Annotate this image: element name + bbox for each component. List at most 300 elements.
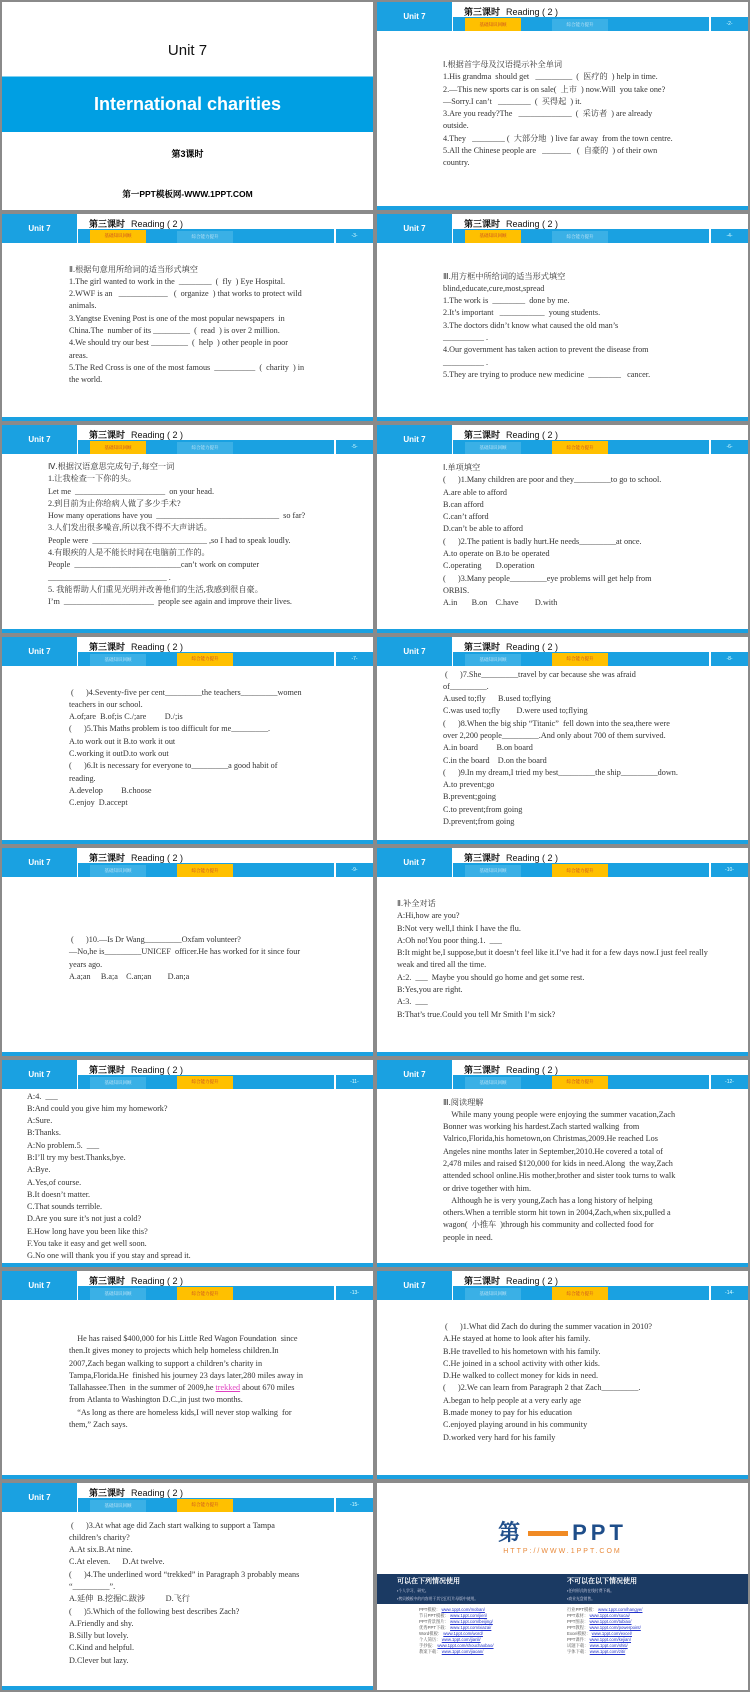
slide-content	[443, 669, 678, 829]
tab-ability-improve[interactable]: 综合能力提升	[552, 653, 608, 666]
text-line: ( )4.Seventy-five per cent_________the teachers_________women	[69, 687, 302, 697]
text-line: B:Thanks.	[27, 1128, 61, 1138]
text-line: A:4. ___	[27, 1091, 58, 1101]
text-line: 2.It’s important ___________ young students.	[443, 308, 601, 318]
text-line: C.in the board D.on the board	[443, 755, 547, 765]
can-use-section: 可以在下列情况使用 ▪个人学习、研究。 ▪拷贝模板中的内容用于其它幻灯片母版中使用。	[397, 1577, 479, 1601]
text-line: blind,educate,cure,most,spread	[443, 283, 545, 293]
text-line: D.Are you sure it’s not just a cold?	[27, 1214, 142, 1224]
text-line: A.a;an B.a;a C.an;an D.an;a	[69, 971, 190, 981]
slide-header	[2, 214, 373, 243]
text-line: —No,he is_________UNICEF officer.He has worked for it since four	[69, 947, 301, 957]
text-line: C.to prevent;from going	[443, 804, 523, 814]
text-line: C.At eleven. D.At twelve.	[69, 1557, 165, 1567]
section-title: Reading ( 2 )	[506, 218, 559, 229]
lesson-number: 第三课时	[464, 853, 501, 863]
text-line: A.to operate on B.to be operated	[443, 549, 550, 559]
unit-label: Unit 7	[377, 214, 452, 243]
unit-label: Unit 7	[377, 425, 452, 454]
tab-basic-review[interactable]: 基础知识回顾	[90, 865, 146, 877]
slide-15	[0, 1481, 375, 1692]
page-number: -6-	[726, 444, 733, 450]
slide-header	[377, 1060, 748, 1089]
tab-ability-improve[interactable]: 综合能力提升	[177, 442, 233, 454]
slide-11	[0, 1058, 375, 1270]
text-line: 3.Yangtse Evening Post is one of the most popular newspapers in	[69, 313, 285, 323]
text-line: ( )1.What did Zach do during the summer vacation in 2010?	[443, 1322, 652, 1331]
usage-band	[377, 1574, 748, 1604]
text-line: “_________”.	[69, 1581, 116, 1591]
text-line: A.延伸 B.挖掘C.跋涉 D.飞行	[69, 1594, 190, 1604]
text-line: 4.有眼疾的人是不能长时间在电脑前工作的。	[48, 548, 210, 558]
text-line: 3.人们发出很多噪音,所以我不得不大声讲话。	[48, 523, 212, 533]
text-line: A:No problem.5. ___	[27, 1140, 100, 1150]
text-line: 3.Are you ready?The _____________ ( 采访者 ) are already	[443, 109, 653, 119]
tab-basic-review[interactable]: 基础知识回顾	[90, 1500, 146, 1512]
tab-bar	[78, 1075, 373, 1089]
tab-bar	[78, 440, 373, 454]
text-line: A:3. ___	[397, 997, 428, 1007]
page-number: -13-	[350, 1290, 359, 1296]
footer-bar	[377, 840, 748, 844]
text-line: years ago.	[69, 959, 103, 969]
slide-end	[375, 1481, 750, 1692]
text-line: Valrico,Florida,his hometown,on Christmas,2009.He reached Los	[443, 1134, 658, 1144]
text-line: ( )7.She_________travel by car because she was afraid	[443, 669, 636, 679]
lesson-number: 第三课时	[464, 1276, 501, 1286]
page-number: -12-	[725, 1078, 734, 1085]
unit-label: Unit 7	[2, 1271, 77, 1300]
tab-basic-review[interactable]: 基础知识回顾	[465, 1288, 521, 1300]
footer-bar	[377, 417, 748, 421]
slide-header	[2, 1271, 373, 1300]
text-line: How many operations have you ______________________________ so far?	[48, 511, 306, 521]
text-line: “As long as there are homeless kids,I will never stop walking for	[69, 1407, 292, 1417]
link-row	[567, 1649, 642, 1655]
text-line: ( )3.At what age did Zach start walking to support a Tampa	[69, 1520, 275, 1530]
tab-ability-improve[interactable]: 综合能力提升	[552, 231, 608, 243]
cover-site: 第一PPT模板网-WWW.1PPT.COM	[122, 189, 253, 199]
text-line: them,” Zach says.	[69, 1420, 128, 1430]
text-line: 4.We should try our best _________ ( help ) other people in poor	[69, 338, 288, 348]
page-number: -10-	[725, 867, 734, 873]
slide-header	[377, 425, 748, 454]
page-number: -14-	[725, 1290, 734, 1296]
text-line: or drive together with him.	[443, 1183, 531, 1193]
unit-label: Unit 7	[377, 848, 452, 877]
tab-basic-review[interactable]: 基础知识回顾	[90, 654, 146, 666]
page-number: -11-	[350, 1078, 359, 1085]
text-line: ( )2.We can learn from Paragraph 2 that Zach_________.	[443, 1383, 641, 1393]
link-label: Excel模板：	[567, 1630, 592, 1636]
tab-bar	[453, 863, 748, 877]
footer-bar	[377, 629, 748, 633]
link-label: 试题下载：	[567, 1642, 590, 1648]
footer-bar	[377, 1263, 748, 1267]
slide-content	[48, 461, 305, 609]
text-line: people in need.	[443, 1232, 493, 1242]
text-line: A.Yes,of course.	[27, 1177, 82, 1187]
text-line: 1.让我检查一下你的头。	[48, 474, 137, 484]
tab-basic-review[interactable]: 基础知识回顾	[90, 1077, 146, 1089]
tab-basic-review[interactable]: 基础知识回顾	[465, 230, 521, 243]
text-line: Tampa,Florida.He finished his journey 23 days later,280 miles away in	[69, 1370, 303, 1380]
slide-content	[443, 1097, 675, 1245]
tab-ability-improve[interactable]: 综合能力提升	[177, 653, 233, 666]
text-line: B.He travelled to his hometown with his family.	[443, 1346, 601, 1356]
link-url[interactable]: www.1ppt.com/shiti/	[589, 1642, 628, 1648]
footer-bar	[377, 206, 748, 210]
page-number: -3-	[351, 232, 358, 239]
slide-content	[443, 59, 673, 170]
text-line: A.in board B.on board	[443, 743, 533, 753]
link-label: 个人简历：	[419, 1636, 442, 1642]
link-url[interactable]: www.1ppt.com/jiaoan/	[441, 1648, 484, 1654]
unit-label: Unit 7	[377, 2, 452, 31]
text-line: ( )9.In my dream,I tried my best_________the ship_________down.	[443, 767, 678, 777]
tab-ability-improve[interactable]: 综合能力提升	[552, 441, 608, 454]
tab-ability-improve[interactable]: 综合能力提升	[177, 231, 233, 243]
footer-bar	[2, 417, 373, 421]
text-line: F.You take it easy and get well soon.	[27, 1239, 147, 1249]
tab-ability-improve[interactable]: 综合能力提升	[177, 1076, 233, 1089]
slide-header	[377, 214, 748, 243]
text-line: —Sorry.I can’t ________ ( 买得起 ) it.	[443, 96, 582, 106]
slide-content	[69, 1333, 303, 1431]
text-line: 2.—This new sports car is on sale( 上市 ) now.Will you take one?	[443, 84, 666, 94]
tab-ability-improve[interactable]: 综合能力提升	[177, 1499, 233, 1512]
link-url[interactable]: www.1ppt.com/jieri/	[450, 1612, 488, 1618]
link-url[interactable]: www.1ppt.com/powerpoint/	[589, 1624, 641, 1630]
slide-content	[27, 1091, 191, 1263]
section-title: Reading ( 2 )	[506, 1276, 559, 1286]
lesson-number: 第三课时	[464, 641, 501, 652]
text-line: B:It might be,I suppose,but it doesn’t feel like it.I’ve had it for a few days now.I just feel really	[397, 948, 708, 958]
tab-bar	[453, 652, 748, 666]
text-line: People __________________________can’t work on computer	[48, 560, 260, 570]
text-line: People were ____________________________ ,so I had to speak loudly.	[48, 535, 291, 545]
tab-bar	[453, 1286, 748, 1300]
text-line: 1.His grandma should get _________ ( 医疗的 ) help in time.	[443, 72, 658, 82]
text-line: C.enjoy D.accept	[69, 798, 128, 808]
text-line: B.can afford	[443, 499, 484, 509]
section-title: Reading ( 2 )	[131, 1064, 184, 1075]
slide-header	[2, 1483, 373, 1512]
link-url[interactable]: www.1ppt.com/hangye/	[598, 1606, 643, 1612]
text-line: ( )6.It is necessary for everyone to_________a good habit of	[69, 761, 278, 771]
text-line: _____________________________ .	[48, 572, 171, 582]
slide-5	[0, 423, 375, 635]
lesson-number: 第三课时	[464, 430, 501, 440]
slide-6	[375, 423, 750, 635]
footer-bar	[2, 1052, 373, 1056]
text-line: A.develop B.choose	[69, 785, 152, 795]
tab-basic-review[interactable]: 基础知识回顾	[90, 441, 146, 454]
tab-bar	[453, 1075, 748, 1089]
footer-bar	[2, 840, 373, 844]
text-line: Let me ______________________ on your head.	[48, 486, 215, 496]
tab-basic-review[interactable]: 基础知识回顾	[465, 442, 521, 454]
footer-bar	[2, 629, 373, 633]
link-label: 字体下载：	[567, 1648, 590, 1654]
text-line: ( )8.When the big ship “Titanic” fell down into the sea,there were	[443, 718, 670, 728]
text-line: While many young people were enjoying the summer vacation,Zach	[443, 1109, 676, 1119]
text-line: then.It gives money to projects which help homeless children.In	[69, 1346, 279, 1356]
lesson-number: 第三课时	[89, 1487, 126, 1498]
slide-content	[69, 934, 300, 983]
section-title: Reading ( 2 )	[131, 641, 184, 652]
tab-ability-improve[interactable]: 综合能力提升	[552, 19, 608, 31]
section-title: Reading ( 2 )	[506, 7, 559, 17]
text-line: He has raised $400,000 for his Little Red Wagon Foundation since	[69, 1334, 298, 1343]
section-title: Reading ( 2 )	[131, 218, 184, 229]
unit-label: Unit 7	[2, 848, 77, 877]
link-url[interactable]: www.1ppt.com/tubiao/	[589, 1618, 632, 1624]
text-line: A.Friendly and shy.	[69, 1618, 134, 1628]
slide-header	[377, 848, 748, 877]
link-url[interactable]: www.1ppt.com/sucai/	[589, 1612, 630, 1618]
text-line: 5.The Red Cross is one of the most famous __________ ( charity ) in	[69, 362, 305, 372]
logo-url: HTTP://WWW.1PPT.COM	[503, 1547, 622, 1555]
lesson-number: 第三课时	[89, 853, 126, 863]
text-line: Ⅰ.单项填空	[443, 463, 481, 472]
tab-basic-review[interactable]: 基础知识回顾	[465, 1077, 521, 1089]
text-line: A.to work out it B.to work it out	[69, 736, 176, 746]
tab-bar	[78, 1498, 373, 1512]
text-line: of_________.	[443, 681, 489, 691]
tab-basic-review[interactable]: 基础知识回顾	[465, 654, 521, 666]
text-line: D.Clever but lazy.	[69, 1655, 129, 1665]
text-line: C.Kind and helpful.	[69, 1643, 135, 1653]
tab-bar	[453, 229, 748, 243]
text-line: Although he is very young,Zach has a long history of helping	[443, 1195, 653, 1205]
text-line: ORBIS.	[443, 585, 470, 595]
link-url[interactable]: www.1ppt.com/jianli/	[441, 1636, 481, 1642]
text-line: ( )10.—Is Dr Wang_________Oxfam volunteer?	[69, 935, 241, 944]
text-line: others.When a terrible storm hit town in 2004,Zach,when six,pulled a	[443, 1208, 671, 1218]
text-line: Ⅱ.根据句意用所给词的适当形式填空	[69, 264, 198, 274]
tab-bar	[78, 229, 373, 243]
link-url[interactable]: www.1ppt.com/beijing/	[450, 1618, 493, 1624]
link-url[interactable]: www.1ppt.com/shouchaobao/	[437, 1642, 494, 1648]
text-line: wagon( 小推车 )through his community and collected food for	[443, 1220, 654, 1230]
text-line: 1.The girl wanted to work in the ________ ( fly ) Eye Hospital.	[69, 276, 286, 286]
text-line: 1.The work is ________ done by me.	[443, 296, 570, 306]
text-line: C.operating D.operation	[443, 561, 535, 571]
section-title: Reading ( 2 )	[131, 1276, 184, 1286]
text-line: Ⅲ.阅读理解	[443, 1097, 484, 1107]
tab-ability-improve[interactable]: 综合能力提升	[552, 1076, 608, 1089]
section-title: Reading ( 2 )	[131, 430, 184, 440]
text-line: teachers in our school.	[69, 699, 143, 709]
tab-ability-improve[interactable]: 综合能力提升	[552, 864, 608, 877]
slide-header	[377, 1271, 748, 1300]
text-line: Ⅰ.根据首字母及汉语提示补全单词	[443, 60, 563, 69]
text-line: D.worked very hard for his family	[443, 1432, 556, 1442]
link-label: PPT教程：	[567, 1624, 590, 1630]
footer-bar	[2, 1263, 373, 1267]
link-label: PPT课件：	[567, 1636, 590, 1642]
section-title: Reading ( 2 )	[506, 430, 559, 440]
tab-basic-review[interactable]: 基础知识回顾	[90, 1288, 146, 1300]
text-line: ( )3.Many people_________eye problems will get help from	[443, 573, 652, 583]
tab-bar	[78, 863, 373, 877]
text-line: C.enjoyed playing around in his community	[443, 1420, 588, 1430]
text-line: 4.They ________ ( 大部分地 ) live far away from the town centre.	[443, 133, 673, 143]
text-line: 5. 我能帮助人们重见光明并改善他们的生活,我感到很自豪。	[48, 584, 263, 594]
link-label: PPT模板：	[419, 1606, 442, 1612]
text-line: C.He joined in a school activity with other kids.	[443, 1358, 600, 1368]
text-line: from Atlanta to Washington D.C.,in just two months.	[69, 1395, 243, 1405]
lesson-number: 第三课时	[464, 7, 501, 17]
text-line: A.are able to afford	[443, 487, 507, 497]
text-line: the world.	[69, 375, 103, 385]
unit-label: Unit 7	[2, 1060, 77, 1089]
page-number: -15-	[350, 1501, 359, 1508]
footer-bar	[2, 1686, 373, 1690]
text-line: B.prevent;going	[443, 792, 496, 802]
slide-content	[397, 898, 708, 1021]
section-title: Reading ( 2 )	[506, 853, 559, 863]
text-line: 5.All the Chinese people are _______ ( 自豪的 ) of their own	[443, 146, 658, 156]
text-line: A:Oh no!You poor thing.1. ___	[397, 935, 502, 945]
section-title: Reading ( 2 )	[131, 1487, 184, 1498]
text-line: B.made money to pay for his education	[443, 1408, 572, 1418]
link-label: PPT素材：	[567, 1612, 590, 1618]
text-line: 2,478 miles and raised $120,000 for kids in need.Along the way,Zach	[443, 1158, 673, 1168]
page-number: -8-	[726, 655, 733, 662]
text-line: Ⅱ.补全对话	[397, 899, 436, 908]
unit-label: Unit 7	[2, 1483, 77, 1512]
text-line: A.At six.B.At nine.	[69, 1545, 133, 1555]
slide-header	[377, 2, 748, 31]
text-line: Ⅲ.用方框中所给词的适当形式填空	[443, 271, 566, 281]
lesson-number: 第三课时	[89, 1276, 126, 1286]
text-line: reading.	[69, 773, 96, 783]
page-number: -5-	[351, 444, 358, 450]
underlined-word: trekked	[215, 1383, 241, 1393]
slide-content	[443, 271, 650, 382]
text-line: C.working it outD.to work out	[69, 748, 169, 758]
text-line: ( )5.Which of the following best describes Zach?	[69, 1606, 240, 1616]
link-url[interactable]: www.1ppt.com/word/	[443, 1630, 483, 1636]
slide-header	[2, 1060, 373, 1089]
tab-ability-improve[interactable]: 综合能力提升	[552, 1287, 608, 1300]
link-label: 手抄报：	[419, 1642, 438, 1648]
section-title: Reading ( 2 )	[506, 641, 559, 652]
link-url[interactable]: www.1ppt.com/ziti/	[589, 1648, 626, 1654]
text-line: C.can’t afford	[443, 512, 489, 522]
text-line: over 2,200 people_________.And only about 700 of them survived.	[443, 730, 666, 740]
slide-7	[0, 635, 375, 847]
text-line: outside.	[443, 121, 469, 131]
text-line: ( )4.The underlined word “trekked” in Paragraph 3 probably means	[69, 1569, 300, 1579]
text-line: A:Hi,how are you?	[397, 911, 460, 921]
text-line: D.He walked to collect money for kids in need.	[443, 1371, 599, 1381]
tab-bar	[78, 652, 373, 666]
text-line: I’m ______________________ people see again and improve their lives.	[48, 597, 292, 607]
unit-label: Unit 7	[377, 1060, 452, 1089]
text-line: Ⅳ.根据汉语意思完成句子,每空一词	[48, 462, 175, 471]
text-line: D.can’t be able to afford	[443, 524, 523, 534]
text-line: ( )1.Many children are poor and they_________to go to school.	[443, 475, 662, 485]
text-line: A:2. ___ Maybe you should go home and get some rest.	[397, 972, 585, 982]
text-line: ( )2.The patient is badly hurt.He needs_________at once.	[443, 536, 642, 546]
slide-9	[0, 846, 375, 1058]
text-line: C.That sounds terrible.	[27, 1202, 103, 1212]
slide-header	[377, 637, 748, 666]
section-title: Reading ( 2 )	[506, 1064, 559, 1075]
tab-ability-improve[interactable]: 综合能力提升	[177, 864, 233, 877]
text-line: 2007,Zach began walking to support a children’s charity in	[69, 1358, 263, 1368]
text-line: 5.They are trying to produce new medicine ________ cancer.	[443, 369, 651, 379]
page-number: -4-	[726, 232, 733, 239]
link-url[interactable]: www.1ppt.com/moban/	[441, 1606, 485, 1612]
page-number: -7-	[351, 655, 358, 662]
unit-label: Unit 7	[2, 214, 77, 243]
tab-basic-review[interactable]: 基础知识回顾	[465, 865, 521, 877]
text-line: B.It doesn’t matter.	[27, 1189, 91, 1199]
link-label: 优秀PPT下载：	[419, 1624, 451, 1630]
slide-content	[69, 264, 304, 387]
cover-unit: Unit 7	[167, 42, 208, 59]
link-label: 行业PPT模板：	[567, 1606, 599, 1612]
text-line: A.began to help people at a very early age	[443, 1395, 581, 1405]
text-line: areas.	[69, 350, 88, 360]
text-line: A:Sure.	[27, 1116, 53, 1126]
slide-content	[443, 1321, 652, 1444]
link-url[interactable]: www.1ppt.com/excel/	[591, 1630, 632, 1636]
text-line: Bonner was working his hardest.Zach started walking from	[443, 1122, 640, 1132]
text-line: attended school online.His mother,brother and sister took turns to walk	[443, 1171, 676, 1181]
tab-ability-improve[interactable]: 综合能力提升	[177, 1287, 233, 1300]
unit-label: Unit 7	[377, 637, 452, 666]
text-line: D.prevent;from going	[443, 817, 515, 827]
slide-12	[375, 1058, 750, 1270]
slide-content	[443, 462, 661, 610]
text-line: A:Bye.	[27, 1165, 51, 1175]
link-label: 教案下载：	[419, 1648, 442, 1654]
text-line: 4.Our government has taken action to prevent the disease from	[443, 345, 649, 355]
text-line: B:That’s true.Could you tell Mr Smith I’m sick?	[397, 1009, 556, 1019]
tab-basic-review[interactable]: 基础知识回顾	[90, 230, 146, 243]
text-line: __________ .	[443, 332, 489, 342]
footer-bar	[2, 1475, 373, 1479]
slide-14	[375, 1269, 750, 1481]
section-title: Reading ( 2 )	[131, 853, 184, 863]
text-line: children’s charity?	[69, 1532, 130, 1542]
text-line: B.Silly but lovely.	[69, 1631, 129, 1641]
tab-basic-review[interactable]: 基础知识回顾	[465, 18, 521, 31]
text-line: E.How long have you been like this?	[27, 1226, 148, 1236]
link-url[interactable]: www.1ppt.com/xiazai/	[450, 1624, 492, 1630]
lesson-number: 第三课时	[464, 218, 501, 229]
text-line: __________ .	[443, 357, 489, 367]
brand-logo: 第 PPT	[498, 1519, 627, 1545]
slide-2	[375, 0, 750, 212]
text-line: B:I’ll try my best.Thanks,bye.	[27, 1152, 126, 1162]
slide-3	[0, 212, 375, 424]
link-url[interactable]: www.1ppt.com/kejian/	[589, 1636, 632, 1642]
text-line: country.	[443, 158, 470, 168]
slide-header	[2, 848, 373, 877]
text-line: ( )5.This Maths problem is too difficult for me_________.	[69, 724, 271, 734]
cover-lesson: 第3课时	[171, 149, 204, 159]
text-line: B:And could you give him my homework?	[27, 1103, 168, 1113]
page-number: -9-	[351, 867, 358, 873]
lesson-number: 第三课时	[464, 1064, 501, 1075]
lesson-number: 第三课时	[89, 218, 126, 229]
